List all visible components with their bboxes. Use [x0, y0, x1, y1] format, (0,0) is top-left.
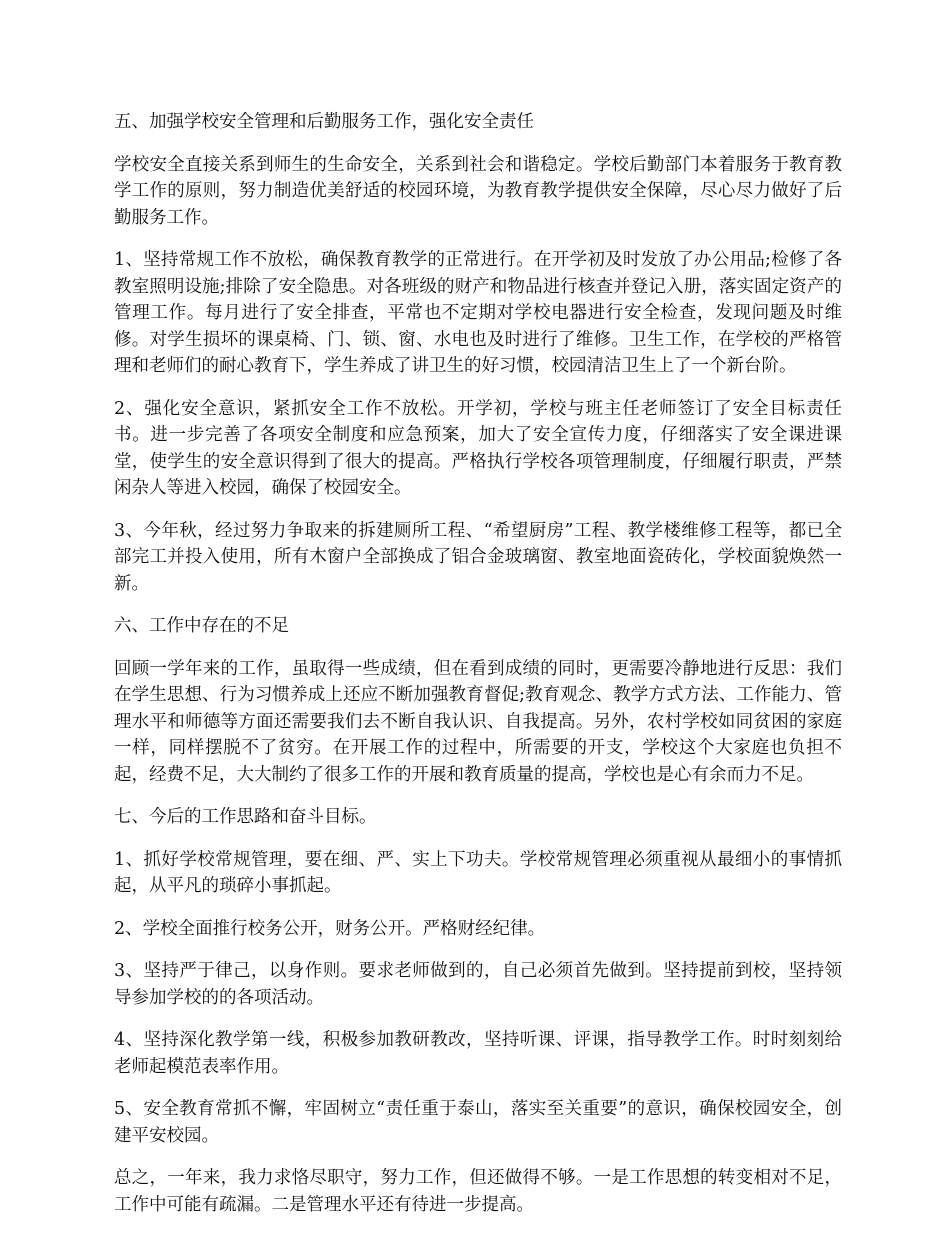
paragraph-item-1: 1、坚持常规工作不放松，确保教育教学的正常进行。在开学初及时发放了办公用品;检修了各教室照明设施;排除了安全隐患。对各班级的财产和物品进行核查并登记入册，落实固定资产的管理工作。每月进行了安全排查，平常也不定期对学校电器进行安全检查，发现问题及时维修。对学生损坏的课桌椅、门、锁、窗、水电也及时进行了维修。卫生工作，在学校的严格管理和老师们的耐心教育下，学生养成了讲卫生的好习惯，校园清洁卫生上了一个新台阶。: [114, 250, 842, 376]
paragraph-conclusion: 总之，一年来，我力求恪尽职守，努力工作，但还做得不够。一是工作思想的转变相对不足，工作中可能有疏漏。二是管理水平还有待进一步提高。: [114, 1168, 842, 1215]
document-body: [114, 109, 842, 1234]
section-heading-5: 五、加强学校安全管理和后勤服务工作，强化安全责任: [114, 112, 534, 132]
paragraph-item-2: 2、强化安全意识，紧抓安全工作不放松。开学初，学校与班主任老师签订了安全目标责任书。进一步完善了各项安全制度和应急预案，加大了安全宣传力度，仔细落实了安全课进课堂，使学生的安全意识得到了很大的提高。严格执行学校各项管理制度，仔细履行职责，严禁闲杂人等进入校园，确保了校园安全。: [114, 398, 842, 498]
paragraph-item-3: 3、今年秋，经过努力争取来的拆建厕所工程、“希望厨房”工程、教学楼维修工程等，都已全部完工并投入使用，所有木窗户全部换成了铝合金玻璃窗、教室地面瓷砖化，学校面貌焕然一新。: [114, 520, 842, 594]
paragraph-goal-4: 4、坚持深化教学第一线，积极参加教研教改，坚持听课、评课，指导教学工作。时时刻刻给老师起模范表率作用。: [114, 1030, 842, 1077]
paragraph-goal-5: 5、安全教育常抓不懈，牢固树立“责任重于泰山，落实至关重要”的意识，确保校园安全，创建平安校园。: [114, 1099, 842, 1146]
paragraph-goal-2: 2、学校全面推行校务公开，财务公开。严格财经纪律。: [114, 918, 546, 939]
paragraph-review: 回顾一学年来的工作，虽取得一些成绩，但在看到成绩的同时，更需要冷静地进行反思：我们在学生思想、行为习惯养成上还应不断加强教育督促;教育观念、教学方式方法、工作能力、管理水平和师德等方面还需要我们去不断自我认识、自我提高。另外，农村学校如同贫困的家庭一样，同样摆脱不了贫穷。在开展工作的过程中，所需要的开支，学校这个大家庭也负担不起，经费不足，大大制约了很多工作的开展和教育质量的提高，学校也是心有余而力不足。: [114, 658, 842, 785]
paragraph-safety-intro: 学校安全直接关系到师生的生命安全，关系到社会和谐稳定。学校后勤部门本着服务于教育教学工作的原则，努力制造优美舒适的校园环境，为教育教学提供安全保障，尽心尽力做好了后勤服务工作。: [114, 154, 842, 228]
section-heading-7: 七、今后的工作思路和奋斗目标。: [114, 807, 377, 827]
paragraph-goal-1: 1、抓好学校常规管理，要在细、严、实上下功夫。学校常规管理必须重视从最细小的事情抓起，从平凡的琐碎小事抓起。: [114, 849, 842, 896]
section-heading-6: 六、工作中存在的不足: [114, 616, 289, 636]
paragraph-goal-3: 3、坚持严于律己，以身作则。要求老师做到的，自己必须首先做到。坚持提前到校，坚持领导参加学校的的各项活动。: [114, 961, 842, 1008]
